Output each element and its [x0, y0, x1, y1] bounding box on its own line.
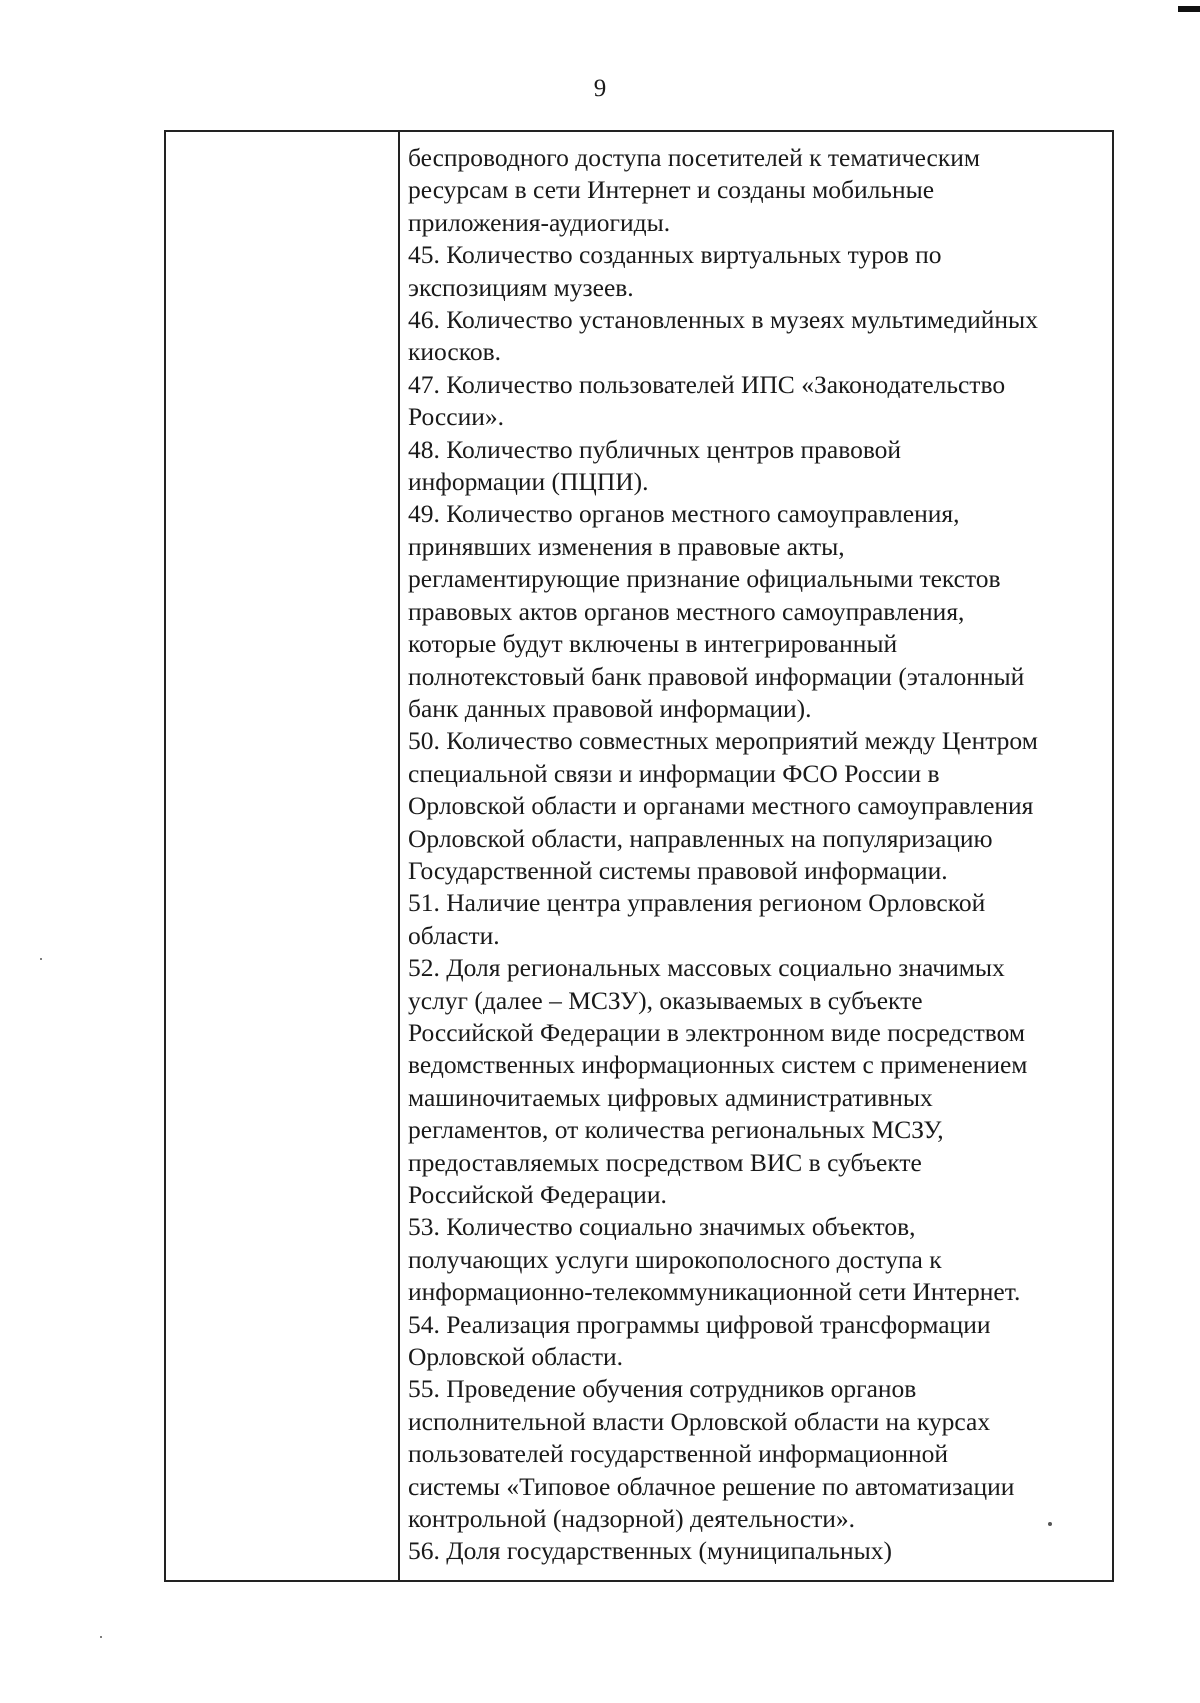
text-line: специальной связи и информации ФСО России в [408, 758, 940, 788]
document-table [164, 130, 1114, 1582]
text-line: Орловской области, направленных на популяризацию [408, 823, 993, 853]
text-line: Российской Федерации. [408, 1180, 667, 1209]
text-line: ресурсам в сети Интернет и созданы мобильные [408, 175, 935, 205]
text-line: контрольной (надзорной) деятельности». [408, 1504, 856, 1534]
text-line: банк данных правовой информации). [408, 693, 812, 723]
text-line: 46. Количество установленных в музеях мультимедийных [408, 305, 1038, 335]
right-cell-text [408, 142, 1104, 1568]
page-number: 9 [593, 75, 607, 102]
text-line: России». [408, 402, 504, 432]
text-line: ведомственных информационных систем с применением [408, 1050, 1028, 1080]
text-line: 56. Доля государственных (муниципальных) [408, 1536, 893, 1566]
text-line: информации (ПЦПИ). [408, 467, 649, 497]
text-line: Российской Федерации в электронном виде посредством [408, 1017, 1026, 1047]
text-line: пользователей государственной информационной [408, 1439, 949, 1469]
text-line: 48. Количество публичных центров правовой [408, 434, 902, 464]
text-line: предоставляемых посредством ВИС в субъекте [408, 1147, 922, 1177]
text-line: Орловской области и органами местного самоуправления [408, 791, 1034, 821]
text-line: 54. Реализация программы цифровой трансформации [408, 1309, 991, 1339]
text-line: регламентирующие признание официальными текстов [408, 564, 1001, 594]
text-line: информационно-телекоммуникационной сети Интернет. [408, 1277, 1021, 1307]
text-line: системы «Типовое облачное решение по автоматизации [408, 1471, 1015, 1501]
text-line: правовых актов органов местного самоуправления, [408, 596, 965, 626]
text-line: Государственной системы правовой информации. [408, 855, 948, 885]
text-line: Орловской области. [408, 1342, 623, 1372]
text-line: 49. Количество органов местного самоуправления, [408, 499, 960, 529]
text-line: экспозициям музеев. [408, 272, 634, 302]
text-line: полнотекстовый банк правовой информации (эталонный [408, 661, 1025, 691]
text-line: 53. Количество социально значимых объектов, [408, 1212, 916, 1242]
text-line: услуг (далее – МСЗУ), оказываемых в субъекте [408, 985, 923, 1015]
text-line: приложения-аудиогиды. [408, 207, 671, 237]
text-line: которые будут включены в интегрированный [408, 629, 898, 659]
text-line: регламентов, от количества региональных МСЗУ, [408, 1115, 944, 1145]
text-line: принявших изменения в правовые акты, [408, 531, 845, 561]
text-line: области. [408, 920, 500, 950]
table-right-cell [400, 132, 1112, 1580]
scan-speck [100, 1636, 102, 1638]
text-line: 50. Количество совместных мероприятий между Центром [408, 726, 1038, 756]
text-line: киосков. [408, 337, 501, 367]
text-line: машиночитаемых цифровых административных [408, 1082, 933, 1112]
corner-mark [1178, 6, 1200, 12]
text-line: беспроводного доступа посетителей к тематическим [408, 143, 981, 172]
text-line: 51. Наличие центра управления регионом Орловской [408, 888, 986, 918]
scan-speck [40, 958, 42, 960]
text-line: 52. Доля региональных массовых социально значимых [408, 953, 1005, 983]
text-line: 55. Проведение обучения сотрудников органов [408, 1374, 917, 1404]
table-left-cell [166, 132, 400, 1580]
text-line: получающих услуги широкополосного доступа к [408, 1244, 942, 1274]
text-line: 45. Количество созданных виртуальных туров по [408, 240, 942, 270]
scan-speck [1048, 1522, 1052, 1526]
text-line: исполнительной власти Орловской области на курсах [408, 1406, 991, 1436]
text-line: 47. Количество пользователей ИПС «Законодательство [408, 369, 1006, 399]
